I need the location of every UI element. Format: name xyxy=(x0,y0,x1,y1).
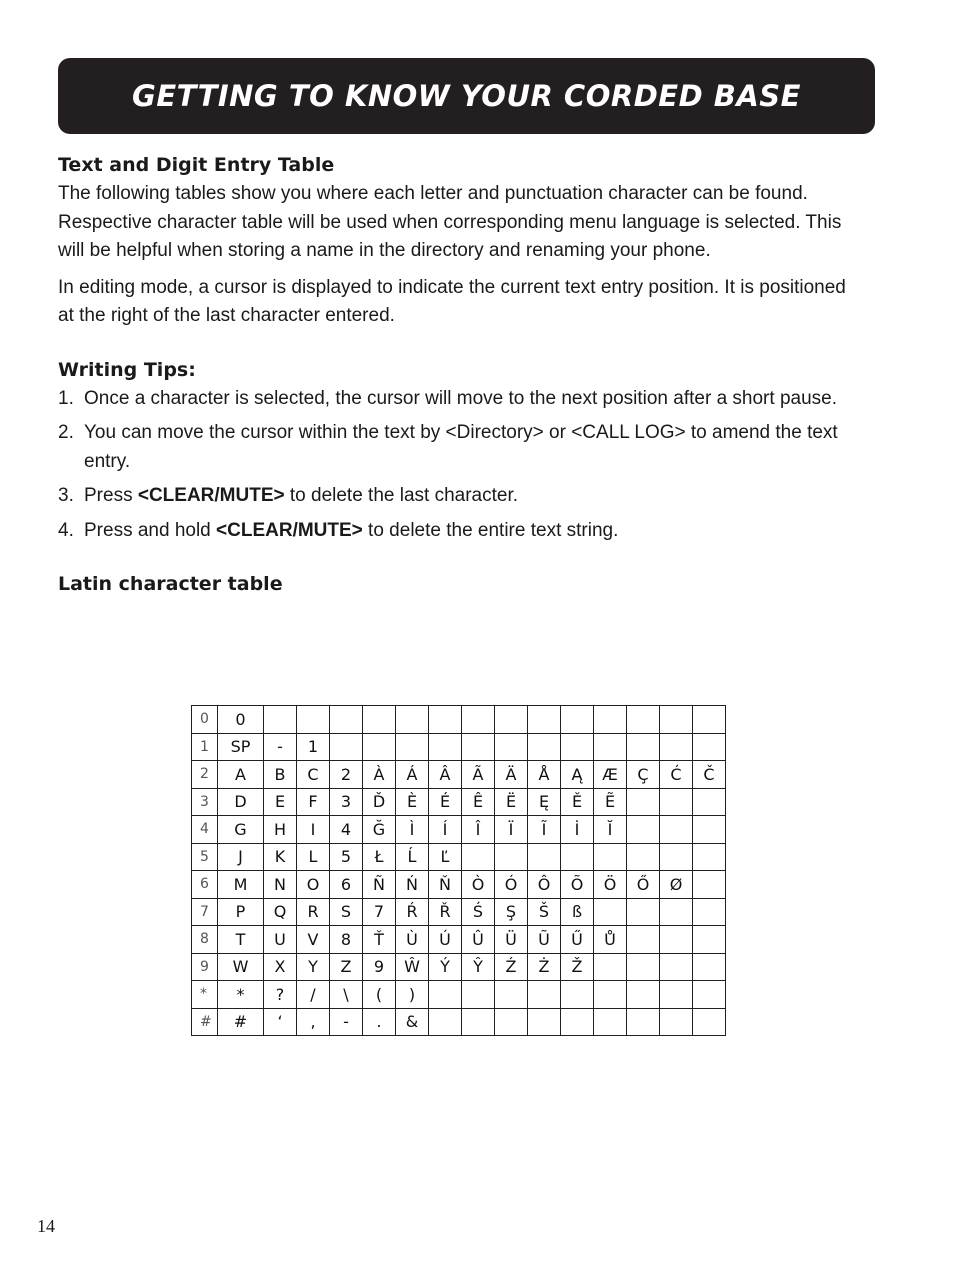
table-cell: Ł xyxy=(363,843,396,871)
table-cell xyxy=(218,898,264,926)
table-key-cell: # xyxy=(192,1008,218,1036)
table-cell xyxy=(627,898,660,926)
table-key-cell: 3 xyxy=(192,788,218,816)
table-cell: Ź xyxy=(495,953,528,981)
table-cell: Č xyxy=(693,761,726,789)
table-cell xyxy=(693,981,726,1009)
table-cell: 9 xyxy=(363,953,396,981)
table-cell: Ù xyxy=(396,926,429,954)
table-cell xyxy=(627,953,660,981)
table-cell xyxy=(561,1008,594,1036)
table-key-cell: 9 xyxy=(192,953,218,981)
table-cell: Ĭ xyxy=(594,816,627,844)
table-cell xyxy=(693,843,726,871)
table-cell: V xyxy=(297,926,330,954)
table-cell: Ś xyxy=(462,898,495,926)
table-cell xyxy=(660,926,693,954)
table-cell xyxy=(495,1008,528,1036)
table-cell xyxy=(429,981,462,1009)
key-name-clear-mute: <CLEAR/MUTE> xyxy=(137,485,285,506)
table-cell xyxy=(693,788,726,816)
table-cell xyxy=(363,733,396,761)
table-cell xyxy=(528,843,561,871)
list-number: 1. xyxy=(58,387,74,409)
table-cell: S xyxy=(330,898,363,926)
table-cell xyxy=(218,1008,264,1036)
table-cell: Ũ xyxy=(528,926,561,954)
table-cell xyxy=(396,733,429,761)
table-row xyxy=(192,788,726,816)
list-item xyxy=(58,419,848,476)
table-cell: Ã xyxy=(462,761,495,789)
table-cell: Ô xyxy=(528,871,561,899)
main-content xyxy=(58,154,848,595)
table-key-cell: 6 xyxy=(192,871,218,899)
table-key-cell: 5 xyxy=(192,843,218,871)
table-cell: È xyxy=(396,788,429,816)
table-cell xyxy=(218,953,264,981)
table-cell: O xyxy=(297,871,330,899)
table-cell: Ĩ xyxy=(528,816,561,844)
table-cell xyxy=(660,788,693,816)
list-item-text: to delete the last character. xyxy=(284,485,519,506)
table-cell xyxy=(429,733,462,761)
table-cell: Ŕ xyxy=(396,898,429,926)
table-cell xyxy=(495,843,528,871)
table-cell xyxy=(218,761,264,789)
table-cell xyxy=(627,706,660,734)
table-cell: Š xyxy=(528,898,561,926)
table-cell xyxy=(429,706,462,734)
table-cell xyxy=(594,898,627,926)
table-cell: Ŷ xyxy=(462,953,495,981)
table-key-cell: 8 xyxy=(192,926,218,954)
table-cell: Ľ xyxy=(429,843,462,871)
list-item xyxy=(58,517,848,546)
section-heading-writing-tips: Writing Tips: xyxy=(58,358,196,381)
table-cell xyxy=(561,733,594,761)
table-cell: C xyxy=(297,761,330,789)
table-cell: Ť xyxy=(363,926,396,954)
table-cell xyxy=(693,1008,726,1036)
table-cell: Õ xyxy=(561,871,594,899)
table-cell xyxy=(462,843,495,871)
writing-tips-list xyxy=(58,385,848,546)
page-header-banner xyxy=(58,58,875,134)
table-row xyxy=(192,926,726,954)
table-row xyxy=(192,706,726,734)
table-cell xyxy=(660,898,693,926)
table-cell: Ű xyxy=(561,926,594,954)
table-cell xyxy=(594,843,627,871)
cell-char: 0 xyxy=(235,709,246,729)
table-cell xyxy=(528,733,561,761)
table-cell: İ xyxy=(561,816,594,844)
table-cell: I xyxy=(297,816,330,844)
table-cell: H xyxy=(264,816,297,844)
table-cell xyxy=(264,706,297,734)
table-cell: Ć xyxy=(660,761,693,789)
table-cell xyxy=(429,1008,462,1036)
table-cell xyxy=(462,706,495,734)
table-cell xyxy=(660,816,693,844)
table-cell xyxy=(660,706,693,734)
table-cell: 2 xyxy=(330,761,363,789)
table-cell xyxy=(660,981,693,1009)
cell-char: T xyxy=(235,929,246,949)
table-cell: Æ xyxy=(594,761,627,789)
table-cell: L xyxy=(297,843,330,871)
table-cell: Ů xyxy=(594,926,627,954)
table-cell xyxy=(495,706,528,734)
list-number: 3. xyxy=(58,485,74,506)
table-cell: Ä xyxy=(495,761,528,789)
table-cell xyxy=(561,843,594,871)
table-row xyxy=(192,981,726,1009)
list-item-text: Press and hold xyxy=(84,519,217,541)
cell-char: SP xyxy=(230,737,251,757)
table-cell: , xyxy=(297,1008,330,1036)
table-cell xyxy=(561,706,594,734)
table-cell: ß xyxy=(561,898,594,926)
table-cell xyxy=(693,926,726,954)
table-cell xyxy=(594,981,627,1009)
intro-paragraph: The following tables show you where each letter and punctuation character can be found. Respective character table will be used when corresponding menu language is selected. This will be helpful when storing a name in the directory and renaming your phone. xyxy=(58,183,842,261)
table-cell xyxy=(693,733,726,761)
table-cell xyxy=(660,733,693,761)
table-cell xyxy=(660,1008,693,1036)
list-item xyxy=(58,482,848,511)
table-cell: Ú xyxy=(429,926,462,954)
table-cell: Ř xyxy=(429,898,462,926)
table-cell xyxy=(218,981,264,1009)
table-cell: Ý xyxy=(429,953,462,981)
table-cell: Ń xyxy=(396,871,429,899)
list-item-text: You can move the cursor within the text by <Directory> or <CALL LOG> to amend the text entry. xyxy=(84,422,838,472)
table-cell: \ xyxy=(330,981,363,1009)
table-cell: Ň xyxy=(429,871,462,899)
table-cell: Ą xyxy=(561,761,594,789)
table-cell: Ž xyxy=(561,953,594,981)
table-cell: E xyxy=(264,788,297,816)
table-cell xyxy=(627,981,660,1009)
list-number: 2. xyxy=(58,422,74,443)
table-cell xyxy=(627,733,660,761)
table-cell xyxy=(594,706,627,734)
table-cell xyxy=(297,706,330,734)
table-cell xyxy=(627,843,660,871)
cell-char: P xyxy=(235,902,246,922)
table-cell: . xyxy=(363,1008,396,1036)
table-cell: ‘ xyxy=(264,1008,297,1036)
list-item-text: to delete the entire text string. xyxy=(362,519,619,541)
table-cell: Ĺ xyxy=(396,843,429,871)
table-cell: F xyxy=(297,788,330,816)
table-cell xyxy=(330,733,363,761)
latin-character-table xyxy=(191,705,726,1036)
table-cell xyxy=(693,898,726,926)
table-cell: Ê xyxy=(462,788,495,816)
table-cell: - xyxy=(264,733,297,761)
table-cell: Ó xyxy=(495,871,528,899)
table-key-cell: 0 xyxy=(192,706,218,734)
table-cell: Ò xyxy=(462,871,495,899)
cell-char: D xyxy=(234,792,247,812)
table-row xyxy=(192,843,726,871)
table-cell: ( xyxy=(363,981,396,1009)
cell-char: # xyxy=(233,1012,248,1032)
table-cell xyxy=(660,953,693,981)
table-cell xyxy=(693,816,726,844)
table-cell xyxy=(693,871,726,899)
table-cell: Ñ xyxy=(363,871,396,899)
table-cell: Í xyxy=(429,816,462,844)
table-cell xyxy=(528,981,561,1009)
table-key-cell: 4 xyxy=(192,816,218,844)
list-item-text: Once a character is selected, the cursor will move to the next position after a short pause. xyxy=(84,387,837,409)
table-cell xyxy=(218,871,264,899)
table-cell: Ø xyxy=(660,871,693,899)
table-cell: Ì xyxy=(396,816,429,844)
cell-char: * xyxy=(236,984,245,1004)
table-cell: U xyxy=(264,926,297,954)
table-cell: Ğ xyxy=(363,816,396,844)
table-cell: Å xyxy=(528,761,561,789)
table-cell: Ż xyxy=(528,953,561,981)
table-cell xyxy=(462,1008,495,1036)
list-item xyxy=(58,385,848,414)
table-cell: ) xyxy=(396,981,429,1009)
table-cell xyxy=(495,733,528,761)
table-cell xyxy=(462,981,495,1009)
page-number: 14 xyxy=(37,1216,55,1236)
table-cell: 6 xyxy=(330,871,363,899)
table-key-cell: 1 xyxy=(192,733,218,761)
section-heading-latin-table: Latin character table xyxy=(58,573,283,595)
cell-char: W xyxy=(232,957,249,977)
key-name-clear-mute: <CLEAR/MUTE> xyxy=(216,519,363,541)
table-cell: 1 xyxy=(297,733,330,761)
table-cell: Á xyxy=(396,761,429,789)
table-cell: Ü xyxy=(495,926,528,954)
table-cell: 8 xyxy=(330,926,363,954)
table-cell xyxy=(495,981,528,1009)
cell-char: M xyxy=(233,874,248,894)
table-cell: Î xyxy=(462,816,495,844)
table-cell: À xyxy=(363,761,396,789)
table-cell xyxy=(627,788,660,816)
table-cell xyxy=(594,1008,627,1036)
table-cell: Â xyxy=(429,761,462,789)
table-cell: Ë xyxy=(495,788,528,816)
table-cell: 5 xyxy=(330,843,363,871)
table-cell xyxy=(218,926,264,954)
table-cell xyxy=(627,926,660,954)
table-key-cell: * xyxy=(192,981,218,1009)
table-cell xyxy=(218,706,264,734)
table-cell: R xyxy=(297,898,330,926)
table-cell: K xyxy=(264,843,297,871)
table-cell xyxy=(561,981,594,1009)
table-key-cell: 7 xyxy=(192,898,218,926)
table-cell: / xyxy=(297,981,330,1009)
table-cell: N xyxy=(264,871,297,899)
list-item-text: Press xyxy=(84,485,138,506)
table-key-cell: 2 xyxy=(192,761,218,789)
table-cell: & xyxy=(396,1008,429,1036)
table-cell xyxy=(218,733,264,761)
list-number: 4. xyxy=(58,519,74,541)
table-cell: X xyxy=(264,953,297,981)
table-cell xyxy=(528,1008,561,1036)
table-cell: B xyxy=(264,761,297,789)
section-heading-entry-table: Text and Digit Entry Table xyxy=(58,154,335,176)
table-cell: 3 xyxy=(330,788,363,816)
cell-char: G xyxy=(234,819,247,839)
table-cell: Z xyxy=(330,953,363,981)
table-cell xyxy=(528,706,561,734)
table-cell xyxy=(218,816,264,844)
page-title: GETTING TO KNOW YOUR CORDED BASE xyxy=(132,79,801,113)
table-row xyxy=(192,816,726,844)
table-cell xyxy=(396,706,429,734)
table-cell: - xyxy=(330,1008,363,1036)
table-cell xyxy=(594,953,627,981)
table-cell: Ç xyxy=(627,761,660,789)
cell-char: J xyxy=(238,847,243,867)
table-cell xyxy=(218,843,264,871)
table-cell: Û xyxy=(462,926,495,954)
cell-char: A xyxy=(235,764,246,784)
table-cell: Ẽ xyxy=(594,788,627,816)
table-row xyxy=(192,871,726,899)
table-cell xyxy=(627,1008,660,1036)
table-cell: É xyxy=(429,788,462,816)
table-row xyxy=(192,761,726,789)
table-cell xyxy=(363,706,396,734)
table-row xyxy=(192,898,726,926)
table-row xyxy=(192,1008,726,1036)
table-cell xyxy=(594,733,627,761)
table-cell xyxy=(462,733,495,761)
table-cell: Y xyxy=(297,953,330,981)
table-cell: Ě xyxy=(561,788,594,816)
table-cell xyxy=(218,788,264,816)
table-cell xyxy=(330,706,363,734)
table-cell: Ď xyxy=(363,788,396,816)
table-cell: Ş xyxy=(495,898,528,926)
table-cell: Ŵ xyxy=(396,953,429,981)
table-cell: Ï xyxy=(495,816,528,844)
table-cell: 4 xyxy=(330,816,363,844)
table-cell xyxy=(660,843,693,871)
table-cell: Ő xyxy=(627,871,660,899)
table-cell xyxy=(627,816,660,844)
table-cell xyxy=(693,706,726,734)
table-cell: ? xyxy=(264,981,297,1009)
table-cell: Ę xyxy=(528,788,561,816)
table-cell: Q xyxy=(264,898,297,926)
table-cell xyxy=(693,953,726,981)
table-row xyxy=(192,733,726,761)
table-cell: 7 xyxy=(363,898,396,926)
table-cell: Ö xyxy=(594,871,627,899)
cursor-paragraph: In editing mode, a cursor is displayed to indicate the current text entry position. It is positioned at the right of the last character entered. xyxy=(58,276,846,326)
table-row xyxy=(192,953,726,981)
